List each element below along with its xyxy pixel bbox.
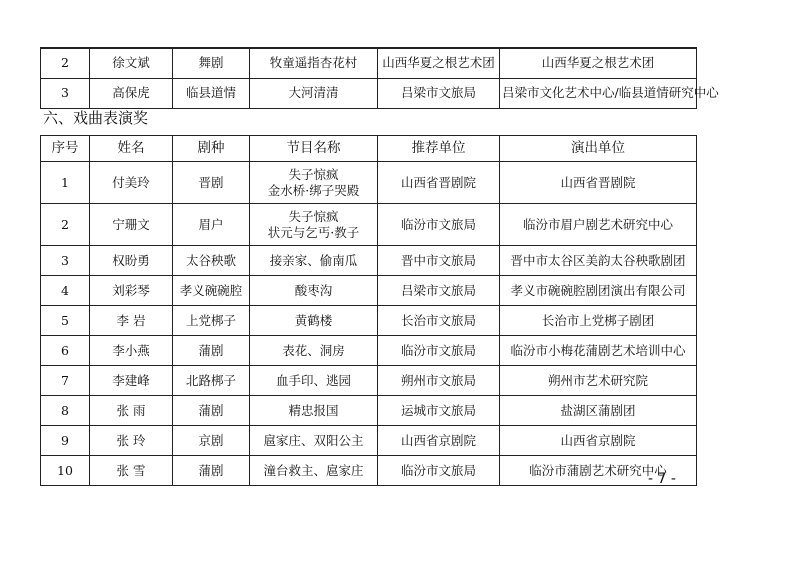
cell-genre: 晋剧 bbox=[173, 162, 250, 204]
header-genre: 剧种 bbox=[173, 136, 250, 162]
cell-genre: 蒲剧 bbox=[173, 456, 250, 486]
cell-name: 张 雨 bbox=[90, 396, 173, 426]
cell-program-line: 潼台救主、扈家庄 bbox=[263, 462, 364, 478]
cell-performer: 朔州市艺术研究院 bbox=[500, 366, 697, 396]
cell-genre: 舞剧 bbox=[173, 48, 250, 78]
cell-program-line: 精忠报国 bbox=[288, 402, 339, 418]
cell-recommender: 运城市文旅局 bbox=[378, 396, 500, 426]
cell-genre: 眉户 bbox=[173, 204, 250, 246]
cell-no: 3 bbox=[41, 78, 90, 108]
cell-program-line: 酸枣沟 bbox=[294, 282, 333, 298]
cell-no: 1 bbox=[41, 162, 90, 204]
previous-award-table bbox=[40, 47, 719, 109]
cell-genre: 北路梆子 bbox=[173, 366, 250, 396]
cell-program bbox=[250, 366, 378, 396]
opera-performance-award-table-body bbox=[41, 162, 697, 486]
cell-no: 10 bbox=[41, 456, 90, 486]
cell-name: 李小燕 bbox=[90, 336, 173, 366]
cell-program: 大河清清 bbox=[250, 78, 378, 108]
cell-no: 6 bbox=[41, 336, 90, 366]
cell-name: 权盼勇 bbox=[90, 246, 173, 276]
cell-performer: 孝义市碗碗腔剧团演出有限公司 bbox=[500, 276, 697, 306]
cell-program bbox=[250, 336, 378, 366]
cell-genre: 太谷秧歌 bbox=[173, 246, 250, 276]
cell-performer: 吕梁市文化艺术中心/临县道情研究中心 bbox=[500, 78, 697, 108]
cell-performer: 临汾市小梅花蒲剧艺术培训中心 bbox=[500, 336, 697, 366]
page-number: - 7 - bbox=[648, 471, 676, 487]
cell-genre: 孝义碗碗腔 bbox=[173, 276, 250, 306]
header-program: 节目名称 bbox=[250, 136, 378, 162]
header-performer: 演出单位 bbox=[500, 136, 697, 162]
cell-program-line: 扈家庄、双阳公主 bbox=[263, 432, 364, 448]
table-row bbox=[41, 336, 697, 366]
cell-performer: 晋中市太谷区美韵太谷秧歌剧团 bbox=[500, 246, 697, 276]
cell-name: 李建峰 bbox=[90, 366, 173, 396]
cell-program-line: 接亲家、偷南瓜 bbox=[269, 252, 358, 268]
cell-program bbox=[250, 456, 378, 486]
cell-genre: 上党梆子 bbox=[173, 306, 250, 336]
cell-no: 2 bbox=[41, 204, 90, 246]
cell-recommender: 临汾市文旅局 bbox=[378, 456, 500, 486]
cell-program bbox=[250, 204, 378, 246]
cell-program bbox=[250, 396, 378, 426]
cell-genre: 蒲剧 bbox=[173, 396, 250, 426]
table-row bbox=[41, 456, 697, 486]
cell-performer: 山西省晋剧院 bbox=[500, 162, 697, 204]
cell-recommender: 山西华夏之根艺术团 bbox=[378, 48, 500, 78]
cell-recommender: 山西省京剧院 bbox=[378, 426, 500, 456]
cell-program: 牧童遥指杏花村 bbox=[250, 48, 378, 78]
table-row bbox=[41, 306, 697, 336]
cell-no: 9 bbox=[41, 426, 90, 456]
cell-recommender: 晋中市文旅局 bbox=[378, 246, 500, 276]
cell-program-line: 状元与乞丐·教子 bbox=[267, 224, 360, 240]
cell-recommender: 临汾市文旅局 bbox=[378, 204, 500, 246]
cell-program bbox=[250, 276, 378, 306]
cell-name: 刘彩琴 bbox=[90, 276, 173, 306]
table-row bbox=[41, 204, 697, 246]
header-no: 序号 bbox=[41, 136, 90, 162]
cell-recommender: 吕梁市文旅局 bbox=[378, 276, 500, 306]
cell-no: 3 bbox=[41, 246, 90, 276]
cell-recommender: 朔州市文旅局 bbox=[378, 366, 500, 396]
cell-performer: 盐湖区蒲剧团 bbox=[500, 396, 697, 426]
table-row bbox=[41, 276, 697, 306]
cell-name: 张 雪 bbox=[90, 456, 173, 486]
cell-program-line: 金水桥·绑子哭殿 bbox=[267, 182, 360, 198]
cell-performer: 山西省京剧院 bbox=[500, 426, 697, 456]
table-row bbox=[41, 246, 697, 276]
table-row bbox=[41, 426, 697, 456]
cell-program-line: 血手印、逃园 bbox=[275, 372, 351, 388]
cell-name: 宁珊文 bbox=[90, 204, 173, 246]
header-name: 姓名 bbox=[90, 136, 173, 162]
cell-program bbox=[250, 162, 378, 204]
cell-genre: 蒲剧 bbox=[173, 336, 250, 366]
cell-name: 付美玲 bbox=[90, 162, 173, 204]
cell-no: 5 bbox=[41, 306, 90, 336]
previous-award-table-body bbox=[41, 48, 719, 108]
cell-no: 7 bbox=[41, 366, 90, 396]
cell-no: 8 bbox=[41, 396, 90, 426]
table-row bbox=[41, 396, 697, 426]
cell-performer: 临汾市蒲剧艺术研究中心 bbox=[500, 456, 697, 486]
cell-no: 2 bbox=[41, 48, 90, 78]
table-header-row bbox=[41, 136, 697, 162]
cell-recommender: 长治市文旅局 bbox=[378, 306, 500, 336]
cell-no: 4 bbox=[41, 276, 90, 306]
cell-performer: 山西华夏之根艺术团 bbox=[500, 48, 697, 78]
table-row bbox=[41, 78, 697, 108]
cell-genre: 临县道情 bbox=[173, 78, 250, 108]
section-title: 六、戏曲表演奖 bbox=[43, 109, 149, 127]
cell-genre: 京剧 bbox=[173, 426, 250, 456]
cell-program-line: 表花、洞房 bbox=[282, 342, 345, 358]
cell-name: 徐文斌 bbox=[90, 48, 173, 78]
cell-performer: 临汾市眉户剧艺术研究中心 bbox=[500, 204, 697, 246]
table-row bbox=[41, 48, 697, 78]
cell-program-line: 失子惊疯 bbox=[288, 208, 339, 224]
cell-program bbox=[250, 306, 378, 336]
cell-program-line: 黄鹤楼 bbox=[294, 312, 333, 328]
header-recommender: 推荐单位 bbox=[378, 136, 500, 162]
cell-recommender: 临汾市文旅局 bbox=[378, 336, 500, 366]
cell-name: 高保虎 bbox=[90, 78, 173, 108]
opera-performance-award-table bbox=[40, 135, 697, 486]
cell-program bbox=[250, 246, 378, 276]
cell-name: 李 岩 bbox=[90, 306, 173, 336]
cell-program-line: 失子惊疯 bbox=[288, 166, 339, 182]
cell-recommender: 山西省晋剧院 bbox=[378, 162, 500, 204]
cell-recommender: 吕梁市文旅局 bbox=[378, 78, 500, 108]
cell-performer: 长治市上党梆子剧团 bbox=[500, 306, 697, 336]
cell-program bbox=[250, 426, 378, 456]
cell-name: 张 玲 bbox=[90, 426, 173, 456]
table-row bbox=[41, 366, 697, 396]
table-row bbox=[41, 162, 697, 204]
